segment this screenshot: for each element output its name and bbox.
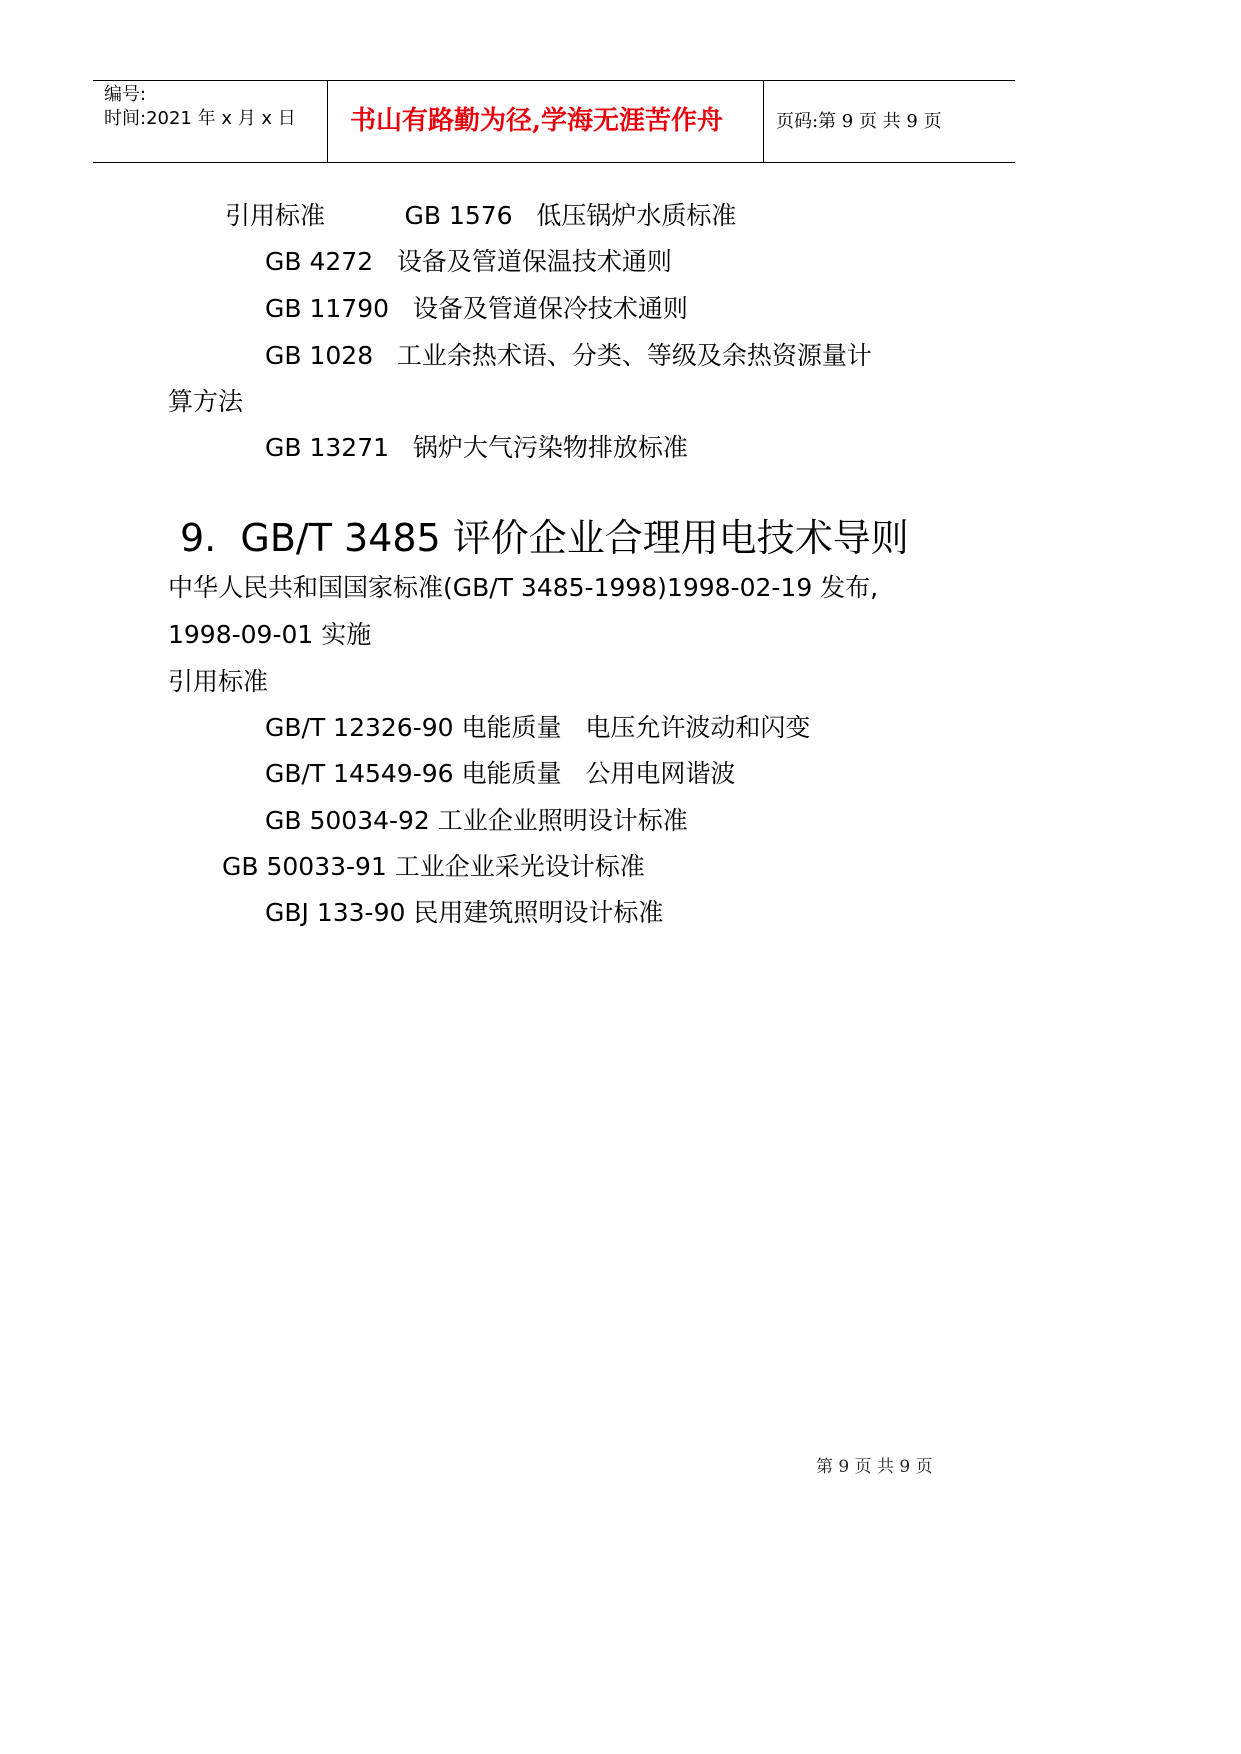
ref-line-4: GB 1028 工业余热术语、分类、等级及余热资源量计 <box>265 341 872 370</box>
section-9-publish-line-1: 中华人民共和国国家标准(GB/T 3485-1998)1998-02-19 发布, <box>168 573 879 602</box>
header-divider-left <box>327 80 328 162</box>
ref-line-3: GB 11790 设备及管道保冷技术通则 <box>265 294 688 323</box>
header-page-info: 页码:第 9 页 共 9 页 <box>776 111 942 132</box>
ref-line-2: GB 4272 设备及管道保温技术通则 <box>265 247 672 276</box>
header-motto: 书山有路勤为径,学海无涯苦作舟 <box>350 106 724 136</box>
section-9-ref-1: GB/T 12326-90 电能质量 电压允许波动和闪变 <box>265 713 811 742</box>
section-9-ref-4: GB 50033-91 工业企业采光设计标准 <box>222 852 645 881</box>
section-9-ref-2: GB/T 14549-96 电能质量 公用电网谐波 <box>265 759 736 788</box>
section-9-ref-5: GBJ 133-90 民用建筑照明设计标准 <box>265 898 664 927</box>
footer-page-info: 第 9 页 共 9 页 <box>816 1457 933 1477</box>
header-bottom-rule <box>93 162 1015 163</box>
ref-line-5: GB 13271 锅炉大气污染物排放标准 <box>265 433 688 462</box>
header-top-rule <box>93 80 1015 81</box>
header-number-label: 编号: <box>104 84 147 105</box>
section-9-publish-line-2: 1998-09-01 实施 <box>168 620 372 649</box>
section-9-ref-3: GB 50034-92 工业企业照明设计标准 <box>265 806 688 835</box>
header-time-label: 时间:2021 年 x 月 x 日 <box>104 108 296 129</box>
section-9-heading: 9. GB/T 3485 评价企业合理用电技术导则 <box>180 516 909 560</box>
header-divider-right <box>763 80 764 162</box>
ref-line-4-cont: 算方法 <box>168 387 244 416</box>
section-9-refs-label: 引用标准 <box>168 667 269 696</box>
ref-line-1: 引用标准 GB 1576 低压锅炉水质标准 <box>225 201 737 230</box>
